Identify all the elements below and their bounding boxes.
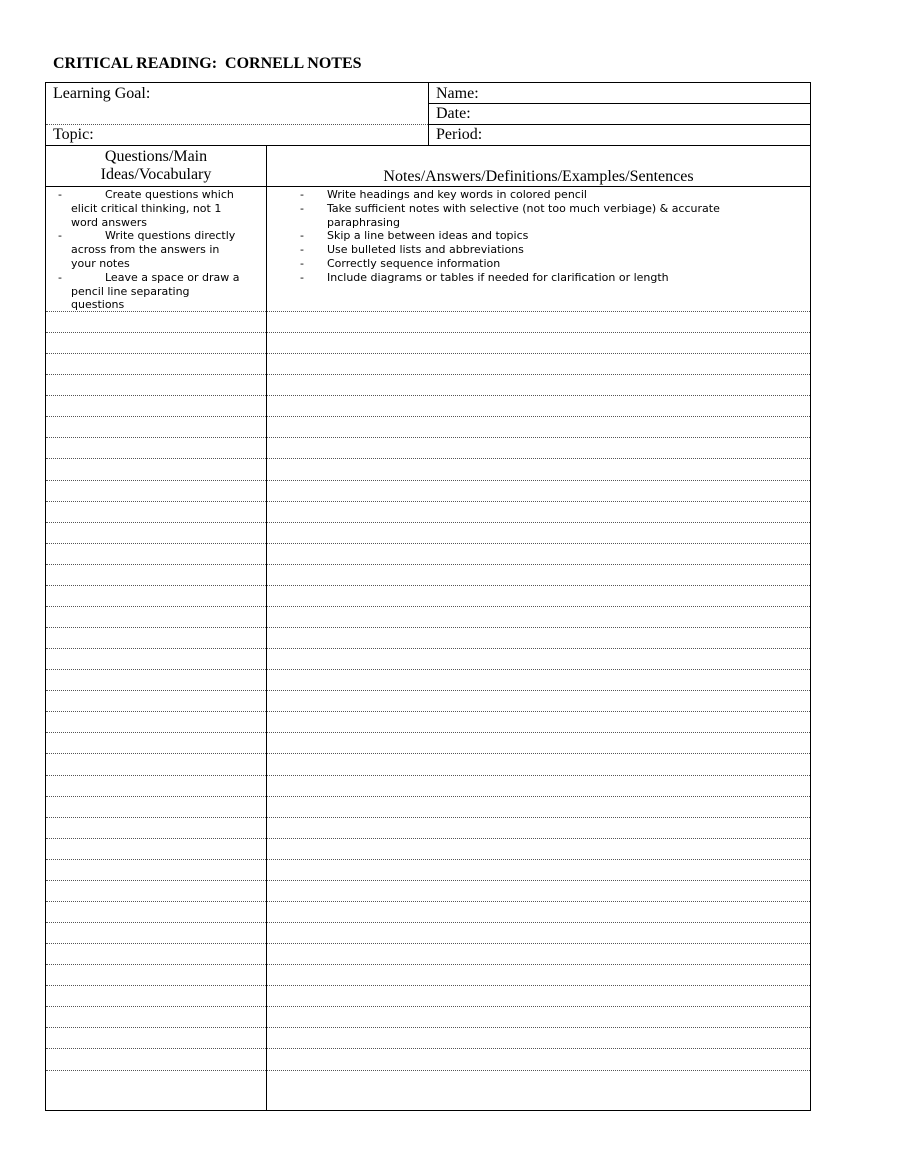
ruled-line: [46, 669, 810, 670]
ruled-line: [46, 627, 810, 628]
ruled-line: [46, 501, 810, 502]
ruled-line: [46, 753, 810, 754]
ruled-line: [46, 1070, 810, 1071]
ruled-line: [46, 332, 810, 333]
ruled-line: [46, 796, 810, 797]
header-divider: [428, 82, 429, 145]
left-tip-line: pencil line separating: [71, 284, 190, 298]
ruled-line: [46, 964, 810, 965]
left-tip-item: [58, 188, 263, 229]
ruled-line: [46, 458, 810, 459]
bullet-dash: -: [300, 256, 304, 270]
name-row-border: [428, 103, 810, 104]
bullet-dash: -: [58, 188, 62, 201]
ruled-line: [46, 353, 810, 354]
heading-row-border: [45, 186, 811, 187]
left-tip-line: word answers: [71, 215, 147, 229]
date-label: Date:: [436, 105, 471, 122]
right-tip-line: Use bulleted lists and abbreviations: [327, 243, 524, 257]
ruled-line: [46, 437, 810, 438]
left-heading-line-2: Ideas/Vocabulary: [100, 166, 212, 183]
ruled-line: [46, 416, 810, 417]
ruled-line: [46, 943, 810, 944]
ruled-line: [46, 374, 810, 375]
right-tip-item: [300, 257, 805, 271]
bullet-dash: -: [300, 243, 304, 257]
ruled-line: [46, 606, 810, 607]
column-divider: [266, 145, 267, 1111]
bullet-dash: -: [300, 229, 304, 243]
left-tip-first-line: Leave a space or draw a: [105, 270, 240, 284]
right-tip-line: Correctly sequence information: [327, 256, 501, 270]
bullet-dash: -: [300, 270, 304, 284]
left-tip-item: [58, 229, 263, 270]
name-label: Name:: [436, 85, 479, 102]
ruled-line: [46, 711, 810, 712]
ruled-line: [46, 922, 810, 923]
left-tip-first-line: Write questions directly: [105, 229, 236, 243]
left-heading-line-1: Questions/Main: [104, 148, 208, 165]
ruled-line: [46, 1048, 810, 1049]
ruled-line: [46, 543, 810, 544]
ruled-line: [46, 880, 810, 881]
frame-left-border: [45, 82, 46, 1111]
left-tip-line: your notes: [71, 256, 130, 270]
right-tip-line: Take sufficient notes with selective (not too much verbiage) & accurate: [327, 201, 720, 215]
ruled-line: [46, 585, 810, 586]
bullet-dash: -: [300, 188, 304, 201]
right-tips: [300, 188, 805, 285]
ruled-line: [46, 311, 810, 312]
right-tip-item: [300, 243, 805, 257]
ruled-line: [46, 732, 810, 733]
ruled-line: [46, 690, 810, 691]
right-tip-item: [300, 188, 805, 202]
right-tip-item: [300, 229, 805, 243]
left-tip-line: questions: [71, 298, 125, 312]
topic-label: Topic:: [53, 126, 94, 143]
learning-goal-label: Learning Goal:: [53, 85, 151, 102]
right-tip-line: Skip a line between ideas and topics: [327, 229, 529, 243]
ruled-line: [46, 775, 810, 776]
right-tip-item: [300, 271, 805, 285]
left-column-heading: [46, 148, 266, 184]
left-tip-line: elicit critical thinking, not 1: [71, 201, 222, 215]
right-tip-line: Write headings and key words in colored pencil: [327, 188, 587, 201]
period-label: Period:: [436, 126, 483, 143]
ruled-line: [46, 564, 810, 565]
ruled-line: [46, 1027, 810, 1028]
right-column-heading: Notes/Answers/Definitions/Examples/Sentences: [383, 168, 694, 185]
ruled-line: [46, 901, 810, 902]
frame-bottom-border: [45, 1110, 811, 1111]
ruled-line: [46, 838, 810, 839]
left-tip-first-line: Create questions which: [105, 188, 234, 201]
bullet-dash: -: [300, 201, 304, 215]
bullet-dash: -: [58, 270, 62, 284]
ruled-line: [46, 817, 810, 818]
right-tip-line: paraphrasing: [327, 215, 400, 229]
ruled-line: [46, 985, 810, 986]
ruled-line: [46, 395, 810, 396]
date-row-border: [428, 124, 810, 125]
bullet-dash: -: [58, 229, 62, 243]
ruled-line: [46, 648, 810, 649]
ruled-line: [46, 1006, 810, 1007]
ruled-line: [46, 480, 810, 481]
left-tip-item: [58, 271, 263, 312]
right-tip-item: [300, 202, 805, 230]
right-tip-line: Include diagrams or tables if needed for clarification or length: [327, 270, 669, 284]
goal-row-divider: [46, 124, 428, 125]
frame-right-border: [810, 82, 811, 1111]
ruled-line: [46, 522, 810, 523]
ruled-line: [46, 859, 810, 860]
topic-row-border: [45, 145, 811, 146]
left-tip-line: across from the answers in: [71, 243, 220, 257]
page-title: CRITICAL READING: CORNELL NOTES: [53, 55, 362, 72]
left-tips: [58, 188, 263, 312]
